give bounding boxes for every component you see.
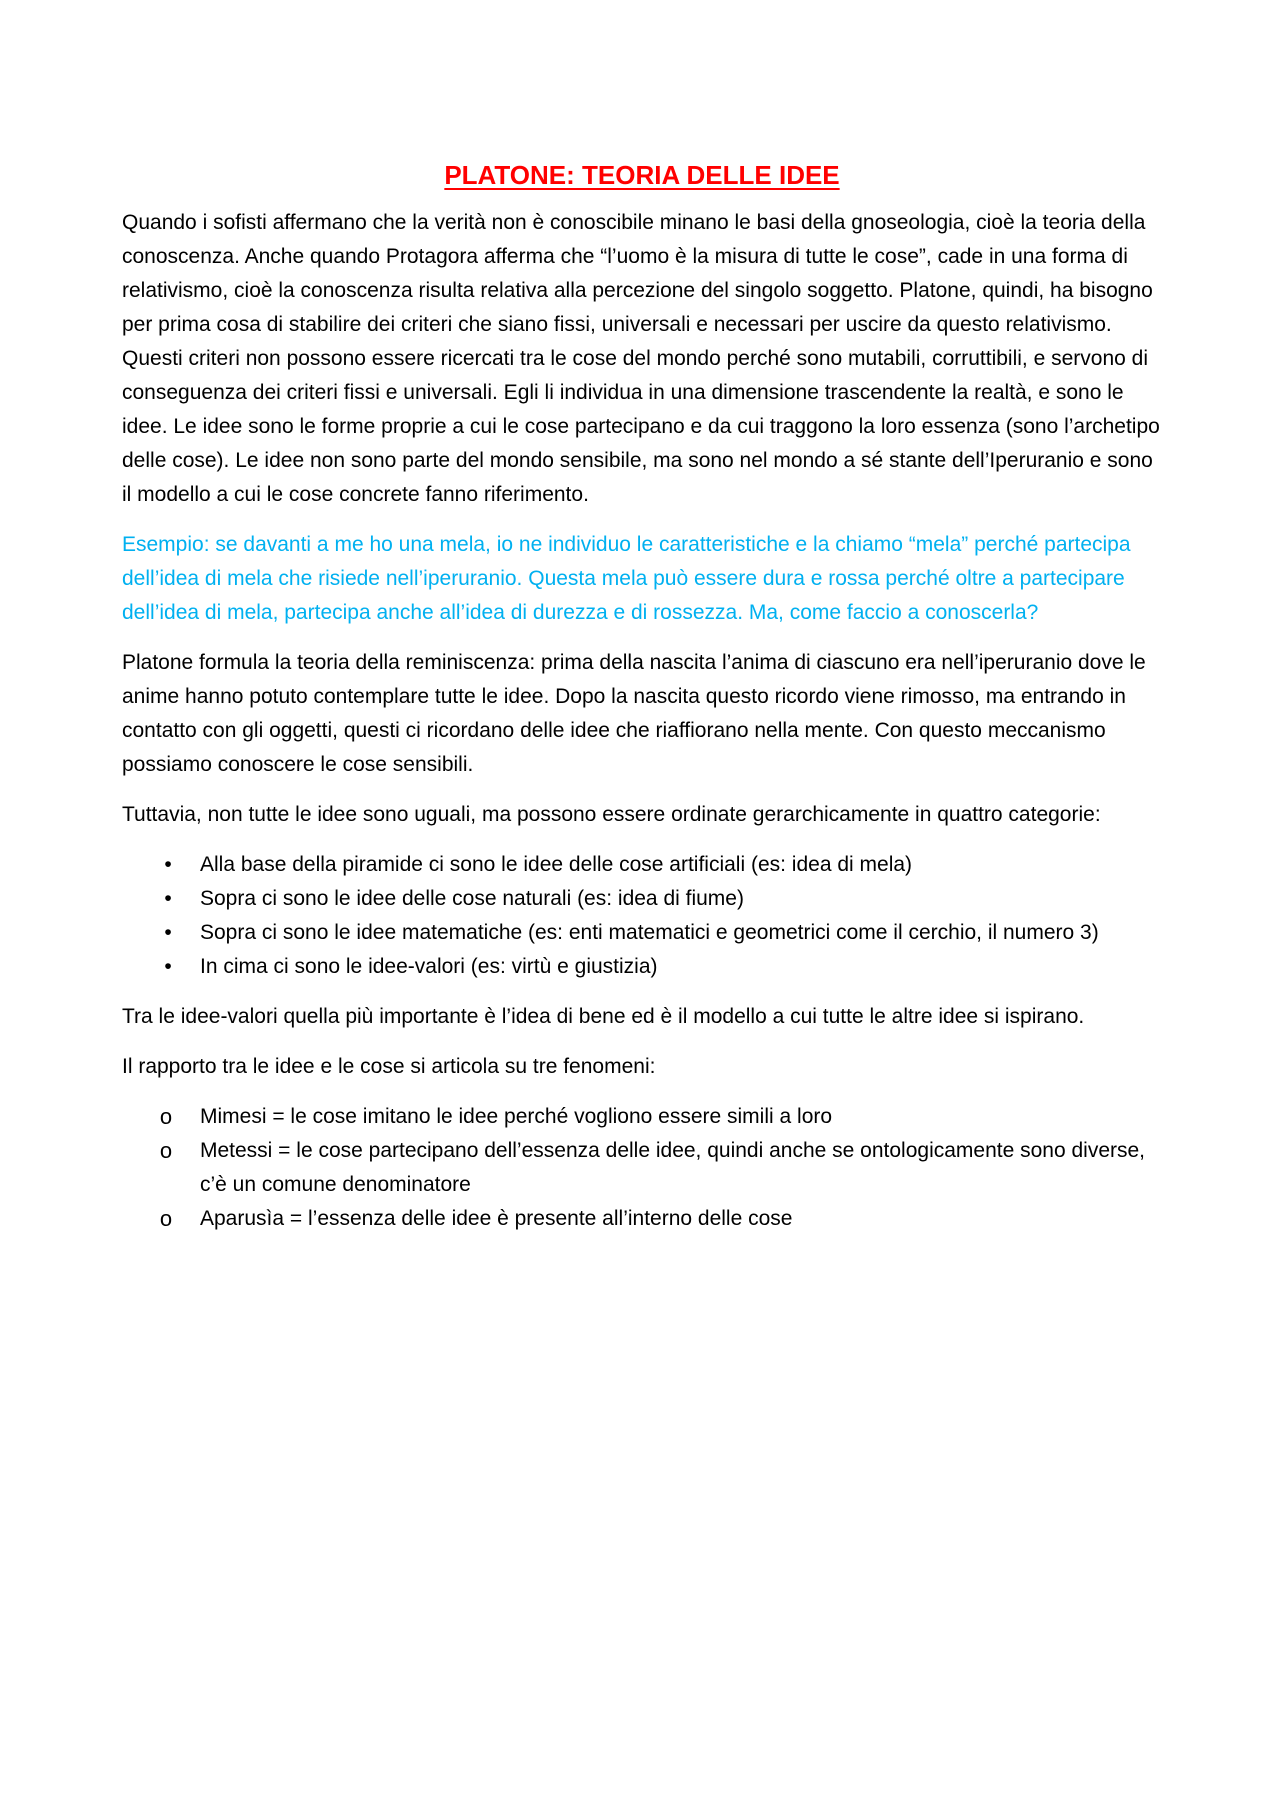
bullet-icon: •: [164, 887, 172, 910]
list-item: [159, 1134, 1162, 1202]
reminiscence-paragraph: Platone formula la teoria della reminiscenza: prima della nascita l’anima di ciascuno era nell’iperuranio dove le anime hanno potuto contemplare tutte le idee. Dopo la nascita questo ricordo viene rimosso, ma entrando in contatto con gli oggetti, questi ci ricordano delle idee che riaffiorano nella mente. Con questo meccanismo possiamo conoscere le cose sensibili.: [122, 651, 1146, 776]
list-item-text: Mimesi = le cose imitano le idee perché vogliono essere simili a loro: [200, 1105, 833, 1128]
list-item: [159, 1202, 1162, 1236]
bullet-icon: •: [164, 921, 172, 944]
list-item: [164, 916, 1162, 950]
list-item: [164, 848, 1162, 882]
list-item-text: Metessi = le cose partecipano dell’essenza delle idee, quindi anche se ontologicamente sono diverse, c’è un comune denominatore: [200, 1139, 1146, 1196]
document-title: PLATONE: TEORIA DELLE IDEE: [444, 160, 840, 190]
hierarchy-paragraph: Tuttavia, non tutte le idee sono uguali, ma possono essere ordinate gerarchicamente in quattro categorie:: [122, 803, 1101, 826]
intro-paragraph: Quando i sofisti affermano che la verità non è conoscibile minano le basi della gnoseologia, cioè la teoria della conoscenza. Anche quando Protagora afferma che “l’uomo è la misura di tutte le cose”, cade in una forma di relativismo, cioè la conoscenza risulta relativa alla percezione del singolo soggetto. Platone, quindi, ha bisogno per prima cosa di stabilire dei criteri che siano fissi, universali e necessari per uscire da questo relativismo. Questi criteri non possono essere ricercati tra le cose del mondo perché sono mutabili, corruttibili, e servono di conseguenza dei criteri fissi e universali. Egli li individua in una dimensione trascendente la realtà, e sono le idee. Le idee sono le forme proprie a cui le cose partecipano e da cui traggono la loro essenza (sono l’archetipo delle cose). Le idee non sono parte del mondo sensibile, ma sono nel mondo a sé stante dell’Iperuranio e sono il modello a cui le cose concrete fanno riferimento.: [122, 211, 1160, 506]
relation-paragraph: Il rapporto tra le idee e le cose si articola su tre fenomeni:: [122, 1055, 656, 1078]
document-page: [122, 158, 1162, 1252]
circle-bullet-icon: o: [159, 1104, 173, 1129]
bullet-icon: •: [164, 853, 172, 876]
list-item: [164, 950, 1162, 984]
circle-bullet-icon: o: [159, 1206, 173, 1231]
list-item: [159, 1100, 1162, 1134]
bullet-icon: •: [164, 955, 172, 978]
list-item-text: Alla base della piramide ci sono le idee delle cose artificiali (es: idea di mela): [200, 853, 913, 876]
circle-bullet-icon: o: [159, 1138, 173, 1163]
list-item: [164, 882, 1162, 916]
list-item-text: Sopra ci sono le idee delle cose naturali (es: idea di fiume): [200, 887, 744, 910]
idea-hierarchy-list: [122, 848, 1162, 984]
phenomena-list: [122, 1100, 1162, 1236]
list-item-text: In cima ci sono le idee-valori (es: virtù e giustizia): [200, 955, 658, 978]
good-idea-paragraph: Tra le idee-valori quella più importante è l’idea di bene ed è il modello a cui tutte le altre idee si ispirano.: [122, 1005, 1085, 1028]
example-paragraph: Esempio: se davanti a me ho una mela, io ne individuo le caratteristiche e la chiamo “mela” perché partecipa dell’idea di mela che risiede nell’iperuranio. Questa mela può essere dura e rossa perché oltre a partecipare dell’idea di mela, partecipa anche all’idea di durezza e di rossezza. Ma, come faccio a conoscerla?: [122, 533, 1131, 624]
list-item-text: Sopra ci sono le idee matematiche (es: enti matematici e geometrici come il cerchio, il numero 3): [200, 921, 1099, 944]
list-item-text: Aparusìa = l’essenza delle idee è presente all’interno delle cose: [200, 1207, 793, 1230]
